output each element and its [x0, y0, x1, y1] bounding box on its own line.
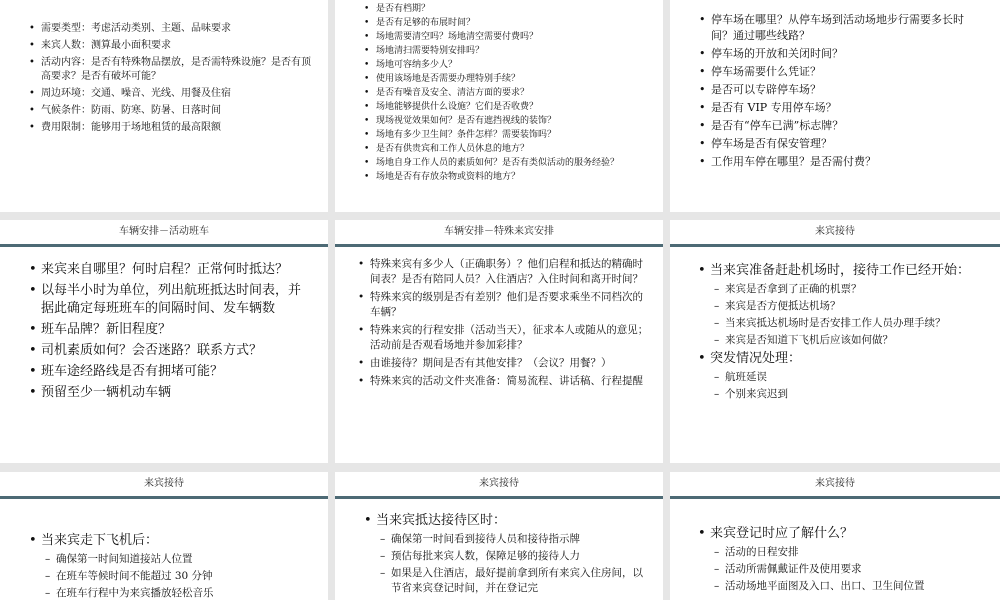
slide-title: 来宾接待: [144, 478, 184, 489]
panel-venue-requirements: [0, 0, 328, 212]
list-item: • 来宾来自哪里？何时启程？正常何时抵达？: [41, 261, 301, 279]
list-item: • 周边环境：交通、噪音、光线、用餐及住宿: [41, 87, 311, 101]
sub-item: – 如果是入住酒店，最好提前拿到所有来宾入住房间，以节省来宾登记时间，并在登记完: [391, 566, 646, 596]
bullet-list: [711, 12, 981, 170]
title-divider: [335, 244, 663, 247]
list-item: • 特殊来宾的活动文件夹准备：简易流程、讲话稿、行程提醒: [370, 374, 652, 389]
list-item: • 预留至少一辆机动车辆: [41, 384, 301, 402]
sub-list: [710, 282, 980, 348]
list-item: • 活动内容：是否有特殊物品摆放，是否需特殊设施？是否有顶高要求？是否有破坏可能？: [41, 56, 311, 84]
list-item: [710, 262, 980, 348]
panel-venue-checklist: [335, 0, 663, 212]
list-item: • 以每半小时为单位，列出航班抵达时间表，并据此确定每班班车的间隔时间、发车辆数: [41, 282, 301, 318]
sub-item: – 活动所需佩戴证件及使用要求: [725, 562, 990, 577]
list-item: [376, 512, 646, 596]
sub-item: – 在班车行程中为来宾播放轻松音乐: [56, 586, 311, 600]
list-item: • 由谁接待？期间是否有其他安排？（会议？用餐？）: [370, 356, 652, 371]
list-item: • 班车品牌？新旧程度？: [41, 321, 301, 339]
sub-item: – 确保第一时间知道接站人位置: [56, 552, 311, 567]
list-item: • 场地是否有存放杂物或资料的地方？: [376, 171, 638, 183]
list-item: • 使用该场地是否需要办理特别手续？: [376, 73, 638, 85]
list-item: • 是否有足够的布展时间？: [376, 17, 638, 29]
list-item: • 特殊来宾有多少人（正确职务）？他们启程和抵达的精确时间表？是否有陪同人员？入住酒店？入住时间和离开时间？: [370, 257, 652, 287]
list-item: • 是否可以专辟停车场？: [711, 82, 981, 98]
slide-title: 来宾接待: [815, 478, 855, 489]
list-item: • 停车场需要什么凭证？: [711, 64, 981, 80]
panel-guest-reception-1: [670, 220, 1000, 463]
list-item: • 场地有多少卫生间？条件怎样？需要装饰吗？: [376, 129, 638, 141]
bullet-list: [41, 261, 301, 402]
list-item: [41, 532, 311, 600]
sub-item: – 活动场地平面图及入口、出口、卫生间位置: [725, 579, 990, 594]
sub-item: – 预估每批来宾人数，保障足够的接待人力: [391, 549, 646, 564]
bullet-list: [710, 262, 980, 402]
list-item: • 现场视觉效果如何？是否有遮挡视线的装饰？: [376, 115, 638, 127]
bullet-list: [376, 3, 638, 183]
title-divider: [670, 496, 1000, 499]
list-item: • 场地自身工作人员的素质如何？是否有类似活动的服务经验？: [376, 157, 638, 169]
list-item: • 司机素质如何？会否迷路？联系方式？: [41, 342, 301, 360]
panel-parking: [670, 0, 1000, 212]
list-item: • 是否有档期？: [376, 3, 638, 15]
title-divider: [670, 244, 1000, 247]
list-item: [710, 525, 990, 594]
sub-list: [41, 552, 311, 600]
list-item: • 特殊来宾的行程安排（活动当天），征求本人或随从的意见；活动前是否观看场地并参加彩排？: [370, 323, 652, 353]
list-item: • 场地可容纳多少人？: [376, 59, 638, 71]
list-item: • 是否有 VIP 专用停车场？: [711, 100, 981, 116]
list-item: • 场地能够提供什么设施？它们是否收费？: [376, 101, 638, 113]
list-item: • 是否有“停车已满”标志牌？: [711, 118, 981, 134]
sub-item: – 当来宾抵达机场时是否安排工作人员办理手续？: [725, 316, 980, 331]
title-divider: [335, 496, 663, 499]
list-item-text: 来宾登记时应了解什么？: [710, 526, 854, 541]
list-item: [710, 350, 980, 402]
sub-item: – 活动的日程安排: [725, 545, 990, 560]
bullet-list: [376, 512, 646, 596]
list-item: • 气候条件：防雨、防寒、防暑、日落时间: [41, 104, 311, 118]
slide-title: 来宾接待: [479, 478, 519, 489]
list-item: • 是否有供贵宾和工作人员休息的地方？: [376, 143, 638, 155]
sub-item: – 来宾是否知道下飞机后应该如何做？: [725, 333, 980, 348]
list-item: • 停车场在哪里？从停车场到活动场地步行需要多长时间？通过哪些线路？: [711, 12, 981, 44]
list-item: • 停车场的开放和关闭时间？: [711, 46, 981, 62]
list-item: • 来宾人数：测算最小面积要求: [41, 39, 311, 53]
title-divider: [0, 496, 328, 499]
list-item: • 场地需要清空吗？场地清空需要付费吗？: [376, 31, 638, 43]
list-item: • 停车场是否有保安管理？: [711, 136, 981, 152]
sub-item: – 来宾是否方便抵达机场？: [725, 299, 980, 314]
bullet-list: [41, 532, 311, 600]
list-item: • 是否有噪音及安全、清洁方面的要求？: [376, 87, 638, 99]
sub-item: – 个别来宾迟到: [725, 387, 980, 402]
list-item-text: 当来宾走下飞机后：: [41, 533, 159, 548]
list-item: • 工作用车停在哪里？是否需付费？: [711, 154, 981, 170]
sub-item: – 航班延误: [725, 370, 980, 385]
slide-title: 来宾接待: [815, 226, 855, 237]
panel-vip-arrangement: [335, 220, 663, 463]
sub-item: – 来宾是否拿到了正确的机票？: [725, 282, 980, 297]
title-divider: [0, 244, 328, 247]
bullet-list: [370, 257, 652, 389]
panel-guest-reception-4: [670, 472, 1000, 600]
sub-list: [376, 532, 646, 596]
bullet-list: [710, 525, 990, 594]
list-item: • 特殊来宾的级别是否有差别？他们是否要求乘坐不同档次的车辆？: [370, 290, 652, 320]
sub-item: – 在班车等候时间不能超过 30 分钟: [56, 569, 311, 584]
list-item: • 费用限制：能够用于场地租赁的最高限额: [41, 121, 311, 135]
slide-title: 车辆安排－特殊来宾安排: [444, 226, 554, 237]
panel-shuttle: [0, 220, 328, 463]
list-item-text: 当来宾准备赶赴机场时，接待工作已经开始：: [710, 263, 971, 278]
slide-title: 车辆安排－活动班车: [119, 226, 209, 237]
panel-guest-reception-3: [335, 472, 663, 600]
list-item-text: 突发情况处理：: [710, 351, 802, 366]
panel-guest-reception-2: [0, 472, 328, 600]
list-item-text: 当来宾抵达接待区时：: [376, 513, 507, 528]
bullet-list: [41, 22, 311, 135]
list-item: • 需要类型：考虑活动类别、主题、品味要求: [41, 22, 311, 36]
sub-list: [710, 370, 980, 402]
list-item: • 班车途经路线是否有拥堵可能？: [41, 363, 301, 381]
sub-item: – 确保第一时间看到接待人员和接待指示牌: [391, 532, 646, 547]
sub-list: [710, 545, 990, 594]
list-item: • 场地清扫需要特别安排吗？: [376, 45, 638, 57]
